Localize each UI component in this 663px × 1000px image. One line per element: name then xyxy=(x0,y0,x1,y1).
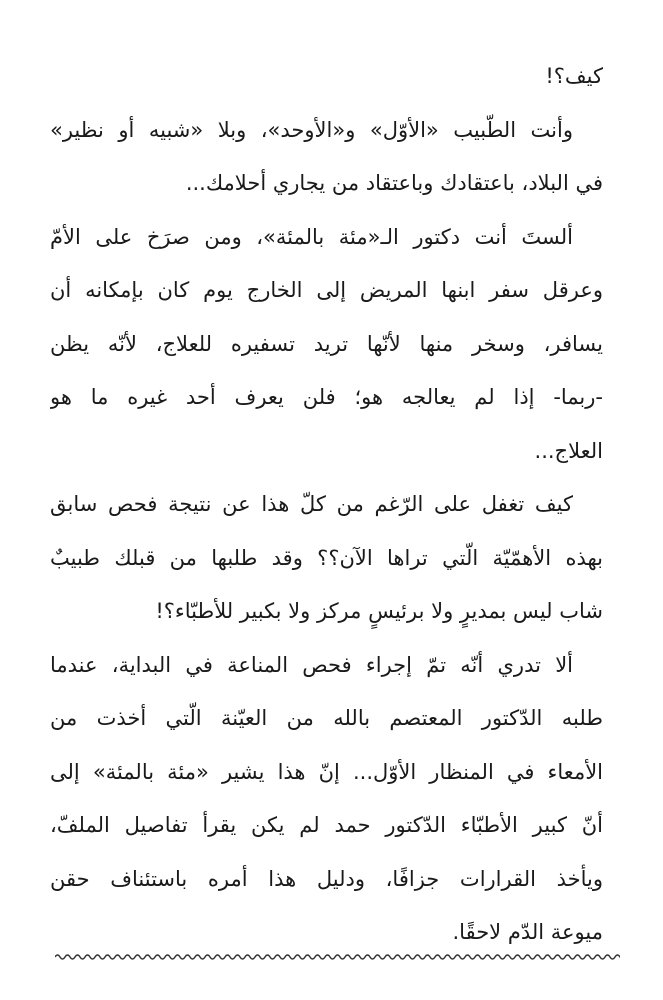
text-line: كيف؟! xyxy=(545,64,603,88)
text-line: وعرقل سفر ابنها المريض إلى الخارج يوم كان بإمكانه أن xyxy=(50,278,603,302)
page-text xyxy=(50,50,603,960)
text-line: ويأخذ القرارات جزافًا، ودليل هذا أمره باستئناف حقن xyxy=(50,866,603,891)
text-line: ألا تدري أنّه تمّ إجراء فحص المناعة في البداية، عندما xyxy=(50,652,573,677)
text-line: طلبه الدّكتور المعتصم بالله من العيّنة الّتي أخذت من xyxy=(50,706,603,730)
text-line: ميوعة الدّم لاحقًا. xyxy=(452,920,603,944)
text-line: كيف تغفل على الرّغم من كلّ هذا عن نتيجة فحص سابق xyxy=(50,492,573,516)
wavy-divider xyxy=(55,950,620,964)
text-line: بهذه الأهمّيّة الّتي تراها الآن؟؟ وقد طلبها من قبلك طبيبٌ xyxy=(50,545,603,570)
text-line: -ربما- إذا لم يعالجه هو؛ فلن يعرف أحد غيره ما هو xyxy=(50,385,603,409)
text-line: أنّ كبير الأطبّاء الدّكتور حمد لم يكن يقرأ تفاصيل الملفّ، xyxy=(50,813,603,837)
text-line: وأنت الطّبيب «الأوّل» و«الأوحد»، وبلا «شبيه أو نظير» xyxy=(50,117,573,142)
text-line: العلاج... xyxy=(534,438,603,463)
text-line: الأمعاء في المنظار الأوّل... إنّ هذا يشير «مئة بالمئة» إلى xyxy=(50,759,603,784)
text-line: ألستَ أنت دكتور الـ«مئة بالمئة»، ومن صرَخ على الأمّ xyxy=(50,224,573,249)
text-line: في البلاد، باعتقادك وباعتقاد من يجاري أحلامك... xyxy=(185,171,603,195)
text-line: يسافر، وسخر منها لأنّها تريد تسفيره للعلاج، لأنّه يظن xyxy=(50,331,603,356)
text-line: شاب ليس بمديرٍ ولا برئيسٍ مركز ولا بكبير للأطبّاء؟! xyxy=(155,599,603,623)
